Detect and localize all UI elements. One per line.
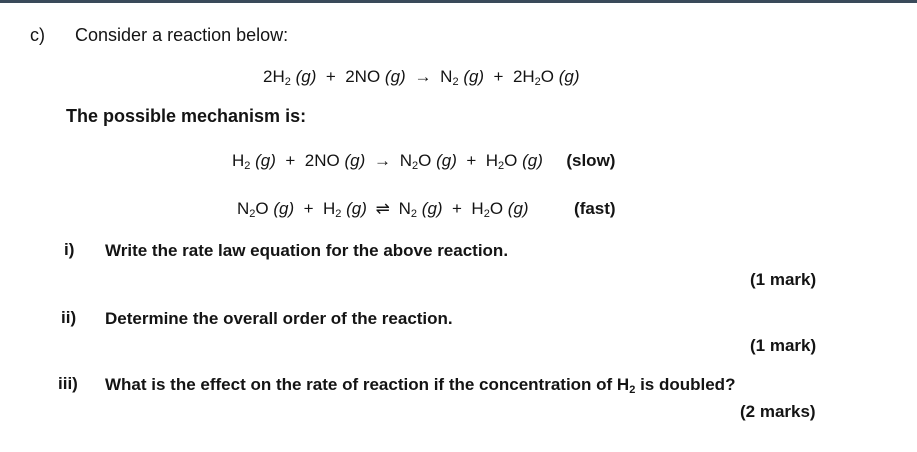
part-iii-label: iii): [58, 374, 78, 393]
part-iii-text-b: is doubled?: [635, 375, 736, 394]
formula-part: H: [471, 199, 484, 218]
plus-sign: +: [466, 151, 477, 170]
part-i-text: Write the rate law equation for the above reaction.: [105, 241, 509, 260]
reaction-arrow: →: [414, 67, 432, 86]
subscript: 2: [498, 160, 505, 172]
question-intro: Consider a reaction below:: [75, 25, 289, 45]
mechanism-step-1: [232, 150, 615, 172]
state-symbol: (g): [522, 151, 543, 170]
part-iii-text-a: What is the effect on the rate of reaction if the concentration of H: [105, 375, 630, 394]
part-ii-text: Determine the overall order of the reaction.: [105, 309, 453, 328]
formula-part: O: [504, 151, 518, 170]
subscript: 2: [410, 208, 418, 220]
formula-part: H: [485, 151, 498, 170]
formula-part: N: [398, 199, 411, 218]
subscript: 2: [244, 160, 251, 172]
part-ii-marks: (1 mark): [750, 336, 817, 355]
subscript: 2: [483, 208, 490, 220]
subscript: 2: [284, 76, 291, 88]
plus-sign: +: [452, 199, 462, 218]
formula-part: O: [540, 67, 555, 86]
slow-step-tag: (slow): [566, 151, 616, 170]
formula-part: N: [399, 151, 412, 170]
formula-part: 2H: [263, 67, 285, 86]
formula-part: O: [418, 151, 432, 170]
part-i-marks: (1 mark): [750, 270, 817, 289]
state-symbol: (g): [507, 199, 529, 218]
subscript: 2: [249, 208, 256, 220]
formula-part: 2H: [512, 67, 535, 86]
formula-part: N: [237, 199, 250, 218]
mechanism-heading: The possible mechanism is:: [66, 106, 307, 126]
plus-sign: +: [325, 67, 336, 86]
subscript: 2: [534, 76, 541, 88]
subscript: 2: [412, 160, 419, 172]
state-symbol: (g): [344, 151, 366, 170]
equilibrium-arrow: ⇌: [375, 199, 390, 218]
question-header: [30, 24, 288, 46]
part-i-label: i): [64, 240, 75, 259]
formula-part: H: [323, 199, 336, 218]
part-iii-text: [105, 374, 735, 396]
part-ii-label: ii): [61, 308, 77, 327]
page-top-border: [0, 0, 917, 3]
subscript: 2: [629, 384, 636, 396]
state-symbol: (g): [384, 67, 406, 86]
state-symbol: (g): [346, 199, 367, 218]
formula-part: H: [232, 151, 245, 170]
part-iii-marks: (2 marks): [740, 402, 816, 421]
state-symbol: (g): [436, 151, 457, 170]
mechanism-step-2: [237, 198, 616, 220]
state-symbol: (g): [295, 67, 317, 86]
fast-step-tag: (fast): [574, 199, 616, 218]
formula-part: O: [255, 199, 269, 218]
subscript: 2: [335, 208, 342, 220]
state-symbol: (g): [273, 199, 295, 218]
reaction-arrow: →: [373, 151, 391, 170]
plus-sign: +: [285, 151, 296, 170]
state-symbol: (g): [463, 67, 485, 86]
plus-sign: +: [493, 67, 504, 86]
state-symbol: (g): [558, 67, 580, 86]
question-label: c): [30, 25, 45, 45]
overall-reaction-equation: [263, 66, 580, 88]
formula-part: N: [440, 67, 453, 86]
subscript: 2: [452, 76, 459, 88]
formula-part: 2NO: [304, 151, 340, 170]
formula-part: 2NO: [345, 67, 381, 86]
state-symbol: (g): [255, 151, 276, 170]
plus-sign: +: [303, 199, 314, 218]
state-symbol: (g): [421, 199, 443, 218]
formula-part: O: [489, 199, 504, 218]
